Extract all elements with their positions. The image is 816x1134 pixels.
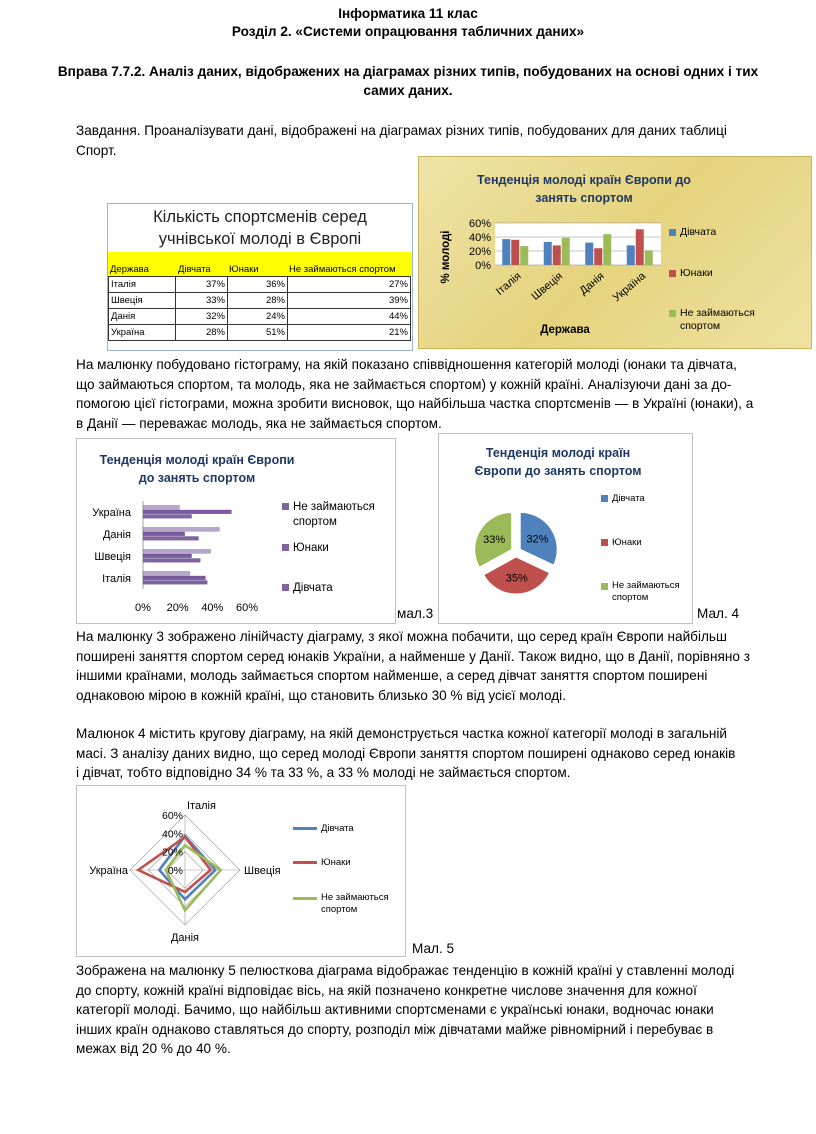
radar-plot (77, 786, 405, 956)
hbar-legend-label-girls: Дівчата (293, 582, 333, 594)
pie-value-label: 35% (505, 572, 528, 585)
table-row (109, 325, 411, 341)
column-xtick-label: Італія (493, 270, 524, 298)
sports-data-table (108, 276, 411, 341)
column-chart-title-line2: занять спортом (535, 191, 633, 205)
header-section: Розділ 2. «Системи опрацювання табличних даних» (231, 24, 585, 39)
pie-legend-no-sport (601, 580, 680, 604)
pie-legend-label-no-sport: Не займаються спортом (612, 580, 680, 603)
hbar-legend-swatch (282, 584, 289, 591)
hbar-bar-girls (143, 537, 198, 541)
column-bar-girls (585, 243, 593, 265)
hbar-bar-boys (143, 532, 185, 536)
pie-legend-label-boys: Юнаки (612, 537, 642, 548)
legend-boys (669, 267, 713, 280)
paragraph-1-line: На малюнку побудовано гістограму, на якій показано співвідношення категорій молоді (юнаки та дівчата, (76, 357, 737, 372)
column-ytick-label: 20% (468, 246, 491, 258)
cell-girls: 32% (176, 309, 228, 325)
exercise-title-line1: Вправа 7.7.2. Аналіз даних, відображених на діаграмах різних типів, побудованих на основі одних і тих (57, 64, 759, 79)
radar-tick-label: 20% (161, 846, 183, 859)
task-line2: Спорт. (76, 143, 117, 158)
sports-table (107, 203, 413, 351)
cell-boys: 24% (228, 309, 288, 325)
paragraph-2-line: іншими країнами, молодь займається спортом найменше, а серед дівчат заняття спортом поширені (76, 668, 708, 683)
paragraph-1 (76, 355, 810, 433)
legend-girls (669, 226, 716, 239)
pie-value-label: 32% (526, 533, 549, 546)
hbar-bar-no-sport (143, 528, 219, 532)
header-subject: Інформатика 11 клас (338, 6, 478, 21)
radar-legend-boys (293, 856, 351, 869)
hbar-legend-swatch (282, 503, 289, 510)
pie-legend-boys (601, 536, 642, 549)
hbar-bar-girls (143, 581, 207, 585)
column-bar-boys (553, 245, 561, 265)
paragraph-1-line: помогою цієї гістограми, можна зробити висновок, що найбільша частка спортсменів — в Україні (юнаки), а (76, 396, 754, 411)
radar-legend-line-girls (293, 827, 317, 830)
radar-axis-label: Данія (170, 932, 200, 944)
radar-legend-label-girls: Дівчата (321, 823, 354, 834)
pie-title-line2: Європи до занять спортом (474, 464, 642, 478)
hbar-bar-no-sport (143, 506, 179, 510)
hbar-title-line1: Тенденція молоді країн Європи (99, 453, 295, 467)
cell-girls: 33% (176, 293, 228, 309)
col-header-boys: Юнаки (229, 264, 259, 275)
column-bar-boys (511, 240, 519, 265)
cell-country: Данія (109, 309, 176, 325)
hbar-bar-girls (143, 559, 200, 563)
table-header-bg (108, 252, 412, 276)
paragraph-4-line: Зображена на малюнку 5 пелюсткова діаграма відображає тенденцію в кожній країні у ставленні молоді (76, 963, 735, 978)
caption-fig3: мал.3 (397, 606, 434, 621)
cell-girls: 28% (176, 325, 228, 341)
cell-no-sport: 27% (288, 277, 411, 293)
hbar-bar-no-sport (143, 550, 211, 554)
legend-no-sport (669, 307, 755, 333)
radar-tick-label: 40% (161, 828, 183, 841)
radar-legend-line-boys (293, 861, 317, 864)
table-row (109, 293, 411, 309)
pie-chart (438, 433, 693, 624)
paragraph-4 (76, 961, 810, 1059)
radar-axis-label: Італія (187, 800, 216, 812)
column-bar-girls (627, 245, 635, 265)
paragraph-1-line: що займаються спортом, та молодь, яка не займається спортом) у кожній країні. Аналізуючи дані за до- (76, 376, 732, 392)
pie-legend-label-girls: Дівчата (612, 493, 645, 504)
legend-swatch-girls (669, 229, 676, 236)
hbar-category-label: Данія (102, 529, 131, 541)
cell-boys: 36% (228, 277, 288, 293)
paragraph-3-line: масі. З аналізу даних видно, що серед молоді Європи заняття спортом поширені однаково серед юнаків (76, 745, 736, 761)
radar-axis-label: Швеція (244, 865, 281, 877)
paragraph-3-line: і дівчат, тобто відповідно 34 % та 33 %, а 33 % молоді не займається спортом. (76, 765, 571, 780)
hbar-title-line2: до занять спортом (138, 471, 256, 485)
column-chart-title-line1: Тенденція молоді країн Європи до (477, 173, 691, 187)
pie-legend-girls (601, 492, 645, 505)
cell-country: Швеція (109, 293, 176, 309)
legend-label-girls: Дівчата (680, 226, 717, 238)
pie-value-label: 33% (483, 534, 506, 547)
radar-tick-label: 60% (161, 810, 183, 822)
column-y-axis-title: % молоді (440, 230, 452, 284)
pie-legend-swatch-boys (601, 539, 608, 546)
hbar-xtick-label: 20% (166, 602, 189, 614)
legend-label-boys: Юнаки (680, 267, 713, 279)
cell-no-sport: 21% (288, 325, 411, 341)
hbar-category-label: Швеція (94, 551, 131, 563)
hbar-xtick-label: 60% (235, 602, 259, 614)
radar-legend-label-no-sport: Не займаються спортом (321, 892, 389, 915)
caption-fig5: Мал. 5 (412, 941, 455, 956)
paragraph-2-line: На малюнку 3 зображено лінійчасту діаграму, з якої можна побачити, що серед країн Європи найбільш (76, 629, 727, 644)
hbar-bar-boys (143, 554, 192, 558)
legend-swatch-boys (669, 270, 676, 277)
pie-title-line1: Тенденція молоді країн (485, 446, 631, 460)
hbar-category-label: Україна (92, 507, 131, 519)
horizontal-bar-chart (76, 438, 396, 624)
hbar-legend-no-sport (282, 500, 375, 530)
hbar-xtick-label: 40% (201, 602, 224, 614)
cell-no-sport: 44% (288, 309, 411, 325)
sports-table-title-line1: Кількість спортсменів серед (153, 208, 367, 226)
radar-axis-label: Україна (89, 865, 128, 877)
cell-country: Італія (109, 277, 176, 293)
hbar-legend-swatch (282, 544, 289, 551)
column-bar-no-sport (562, 238, 570, 265)
col-header-no-sport: Не займаються спортом (289, 264, 396, 275)
column-ytick-label: 60% (468, 218, 491, 230)
paragraph-4-line: до спорту, кожній країні відповідає вісь, на якій позначено конкретне числове значення для кожної (76, 982, 697, 998)
column-chart (418, 156, 812, 349)
column-bar-no-sport (645, 250, 653, 265)
cell-boys: 28% (228, 293, 288, 309)
exercise-title-line2: самих даних. (363, 83, 453, 98)
hbar-bar-girls (143, 515, 192, 519)
hbar-plot (77, 439, 395, 623)
sports-table-title-line2: учнівської молоді в Європі (158, 230, 362, 248)
column-bar-boys (636, 229, 644, 265)
pie-legend-swatch-girls (601, 495, 608, 502)
column-ytick-label: 40% (468, 232, 491, 244)
paragraph-4-line: інших країн однаково ставляться до спорту, розподіл між дівчатами майже рівномірний і перебуває в (76, 1021, 714, 1037)
cell-girls: 37% (176, 277, 228, 293)
column-bar-boys (594, 248, 602, 265)
hbar-legend-girls (282, 581, 333, 596)
paragraph-3-line: Малюнок 4 містить кругову діаграму, на якій демонструється частка кожної категорії молоді в загальній (76, 726, 727, 741)
column-xtick-label: Данія (577, 270, 607, 298)
pie-legend-swatch-no-sport (601, 583, 608, 590)
table-row (109, 309, 411, 325)
radar-legend-label-boys: Юнаки (321, 857, 351, 868)
legend-label-no-sport: Не займаються спортом (680, 307, 755, 332)
table-row (109, 277, 411, 293)
radar-legend-line-no-sport (293, 897, 317, 900)
hbar-category-label: Італія (102, 573, 131, 585)
hbar-legend-label-no-sport: Не займаються спортом (293, 501, 375, 528)
paragraph-2-line: поширені заняття спортом серед юнаків України, а найменше у Данії. Також видно, що в Данії, порівняно з (76, 648, 750, 664)
radar-legend-girls (293, 822, 354, 835)
col-header-country: Держава (110, 264, 149, 275)
column-bar-girls (544, 242, 552, 265)
radar-legend-no-sport (293, 892, 389, 916)
column-xtick-label: Україна (610, 270, 649, 305)
column-xtick-label: Швеція (529, 270, 566, 303)
column-bar-no-sport (603, 234, 611, 265)
col-header-girls: Дівчата (178, 264, 211, 275)
hbar-xtick-label: 0% (135, 602, 151, 614)
hbar-bar-no-sport (143, 572, 190, 576)
paragraph-2-line: однаковою мірою в кожній країні, що становить близько 30 % від усієї молоді. (76, 687, 566, 703)
cell-boys: 51% (228, 325, 288, 341)
hbar-bar-boys (143, 510, 231, 514)
cell-no-sport: 39% (288, 293, 411, 309)
column-bar-girls (502, 239, 510, 265)
hbar-bar-boys (143, 576, 205, 580)
hbar-legend-boys (282, 541, 329, 556)
task-line1: Завдання. Проаналізувати дані, відображені на діаграмах різних типів, побудованих для даних таблиці (76, 123, 727, 138)
paragraph-3 (76, 724, 810, 783)
legend-swatch-no-sport (669, 310, 676, 317)
column-bar-no-sport (520, 246, 528, 265)
column-ytick-label: 0% (475, 260, 491, 272)
paragraph-4-line: категорії молоді. Бачимо, що найбільш активними спортсменами є українські юнаки, водночас юнаки (76, 1002, 714, 1017)
caption-fig4: Мал. 4 (697, 606, 740, 621)
radar-tick-label: 0% (167, 865, 183, 877)
column-x-axis-title: Держава (540, 324, 590, 336)
radar-chart (76, 785, 406, 957)
cell-country: Україна (109, 325, 176, 341)
paragraph-2 (76, 627, 810, 705)
hbar-legend-label-boys: Юнаки (293, 542, 329, 554)
paragraph-1-line: в Данії — переважає молодь, яка не займається спортом. (76, 415, 442, 431)
paragraph-4-line: межах від 20 % до 40 %. (76, 1041, 231, 1056)
